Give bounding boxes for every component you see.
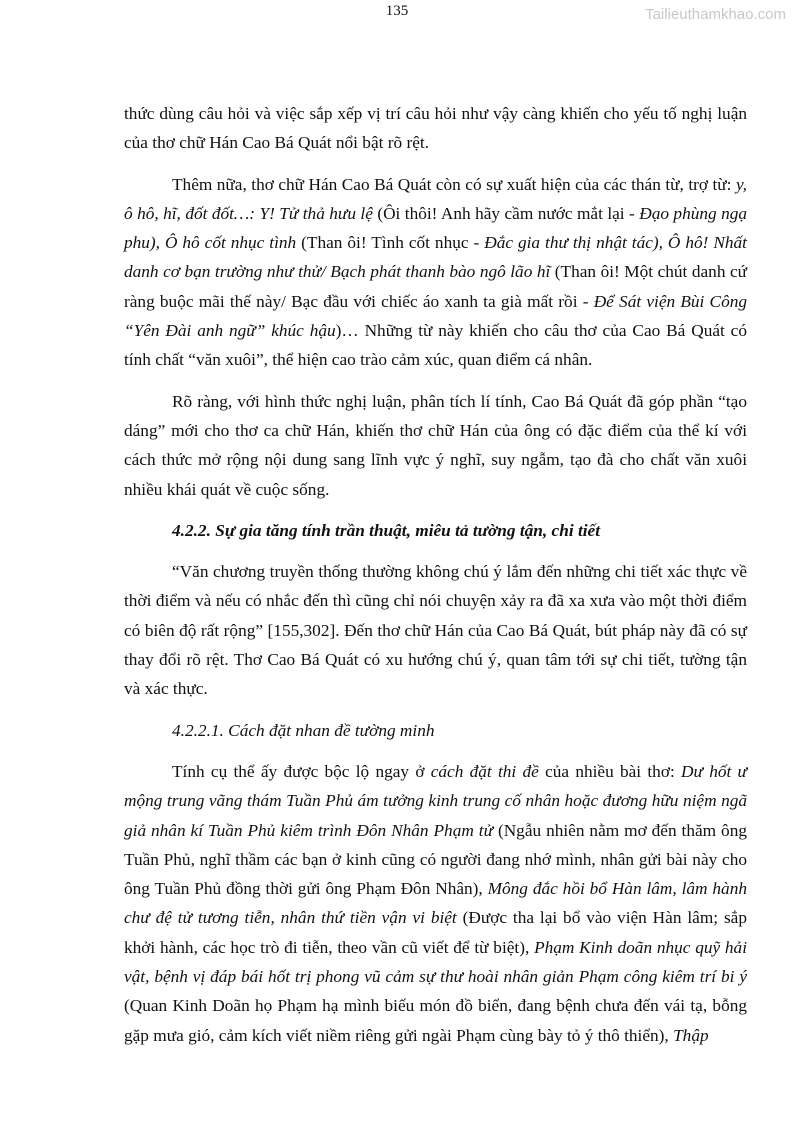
document-body [124, 99, 747, 1050]
paragraph-conclusion: Rõ ràng, với hình thức nghị luận, phân tích lí tính, Cao Bá Quát đã góp phần “tạo dáng” mới cho thơ ca chữ Hán, khiến thơ chữ Hán của ông có đặc điểm của thể kí với cách thức mở rộng nội dung sang lĩnh vực ý nghĩ, suy ngẫm, tạo đà cho chất văn xuôi nhiều khái quát về cuộc sống. [124, 391, 747, 499]
section-heading-4-2-2: 4.2.2. Sự gia tăng tính trần thuật, miêu tả tường tận, chi tiết [172, 520, 601, 540]
page-number: 135 [385, 3, 409, 19]
paragraph-continued: thức dùng câu hỏi và việc sắp xếp vị trí câu hỏi như vậy càng khiến cho yếu tố nghị luận của thơ chữ Hán Cao Bá Quát nổi bật rõ rệt. [124, 104, 747, 153]
paragraph-interjections: Thêm nữa, thơ chữ Hán Cao Bá Quát còn có sự xuất hiện của các thán từ, trợ từ: y, ô hô, hĩ, đốt đốt…: Y! Tử thả hưu lệ (Ôi thôi! Anh hãy cầm nước mắt lại - Đạo phùng ngạ phu), Ô hô cốt nhục tình (Than ôi! Tình cốt nhục - Đắc gia thư thị nhật tác), Ô hô! Nhất danh cơ bạn trường như thử/ Bạch phát thanh bào ngô lão hĩ (Than ôi! Một chút danh cứ ràng buộc mãi thế này/ Bạc đầu với chiếc áo xanh ta già mất rồi - Để Sát viện Bùi Công “Yên Đài anh ngữ” khúc hậu)… Những từ này khiến cho câu thơ của Cao Bá Quát có tính chất “văn xuôi”, thể hiện cao trào cảm xúc, quan điểm cá nhân. [124, 174, 748, 370]
watermark-text: Tailieuthamkhao.com [645, 6, 786, 23]
subsection-heading-4-2-2-1: 4.2.2.1. Cách đặt nhan đề tường minh [172, 720, 435, 740]
paragraph-quote: “Văn chương truyền thống thường không chú ý lắm đến những chi tiết xác thực về thời điểm và nếu có nhắc đến thì cũng chỉ nói chuyện xảy ra đã xa xưa vào một thời điểm có biên độ rất rộng” [155,302]. Đến thơ chữ Hán của Cao Bá Quát, bút pháp này đã có sự thay đổi rõ rệt. Thơ Cao Bá Quát có xu hướng chú ý, quan tâm tới sự chi tiết, tường tận và xác thực. [124, 562, 747, 699]
paragraph-titles: Tính cụ thể ấy được bộc lộ ngay ở cách đặt thi đề của nhiều bài thơ: Dư hốt ư mộng trung vãng thám Tuần Phủ ám tưởng kinh trung cố nhân hoặc đương hữu niệm ngã giả nhân kí Tuần Phủ kiêm trình Đôn Nhân Phạm tử (Ngẫu nhiên nằm mơ đến thăm ông Tuần Phủ, nghĩ thầm các bạn ở kinh cũng có người đang nhớ mình, nhân gửi bài này cho ông Tuần Phủ đồng thời gửi ông Phạm Đôn Nhân), Mông đắc hồi bổ Hàn lâm, lâm hành chư đệ tử tương tiễn, nhân thứ tiền vận vi biệt (Được tha lại bổ vào viện Hàn lâm; sắp khởi hành, các học trò đi tiễn, theo vần cũ viết để từ biệt), Phạm Kinh doãn nhục quỹ hải vật, bệnh vị đáp bái hốt trị phong vũ cảm sự thư hoài nhân giản Phạm công kiêm trí bi ý (Quan Kinh Doãn họ Phạm hạ mình biếu món đồ biển, đang bệnh chưa đến vái tạ, bỗng gặp mưa gió, cảm kích viết niềm riêng gửi ngài Phạm cùng bày tỏ ý thô thiển), Thập [124, 761, 747, 1045]
